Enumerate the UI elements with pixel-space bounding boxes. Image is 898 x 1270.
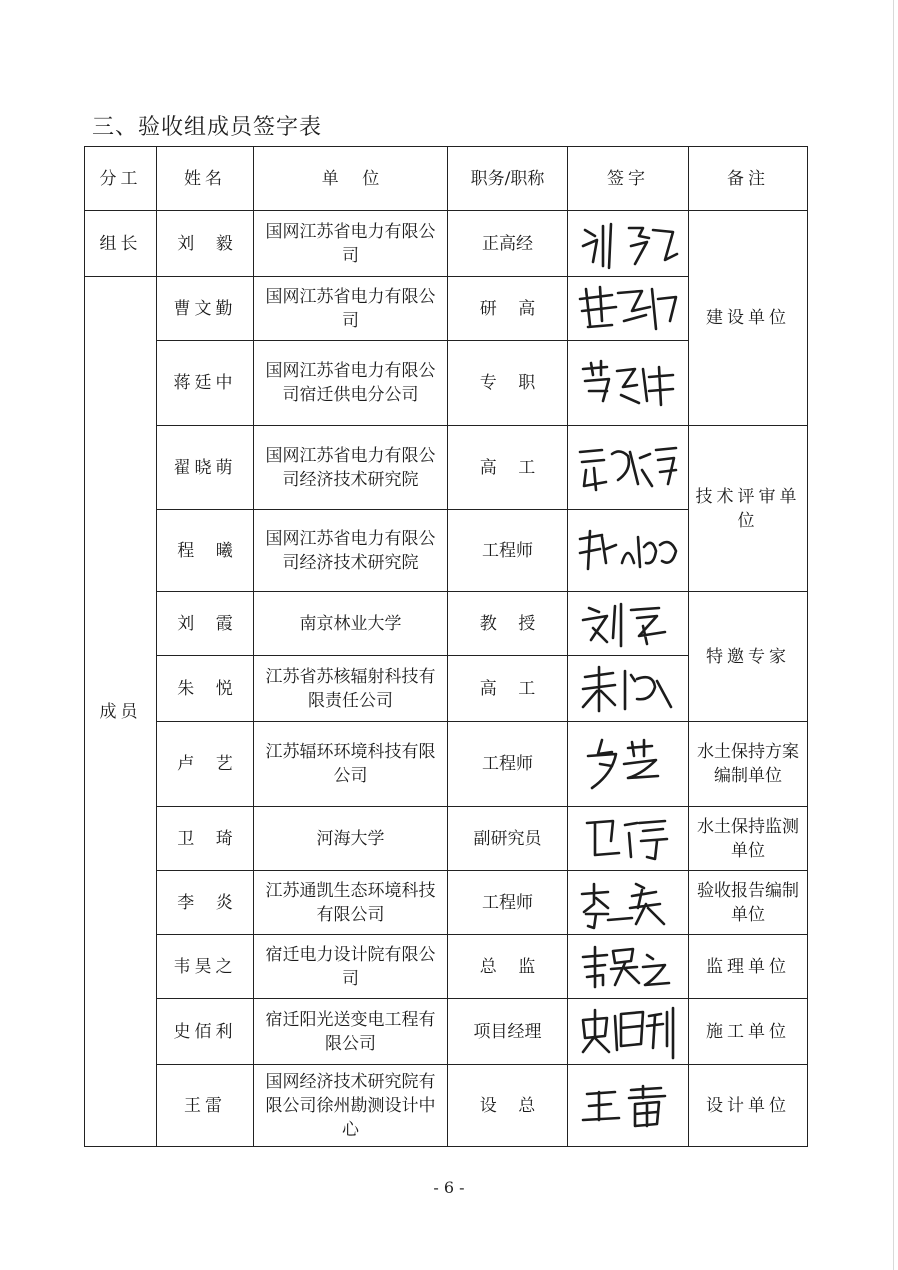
table-row	[85, 935, 808, 999]
header-remark: 备注	[689, 147, 808, 211]
member-name: 韦昊之	[157, 935, 254, 999]
member-title: 正高经	[448, 211, 568, 277]
member-name: 曹文勤	[157, 277, 254, 341]
member-name: 王雷	[157, 1065, 254, 1147]
remark-tech-review: 技术评审单位	[689, 426, 808, 592]
member-unit: 国网经济技术研究院有限公司徐州勘测设计中心	[254, 1065, 448, 1147]
signature-cell	[568, 722, 689, 807]
member-name: 程 曦	[157, 510, 254, 592]
signature-cell	[568, 426, 689, 510]
member-title: 副研究员	[448, 807, 568, 871]
remark-supervision: 监理单位	[689, 935, 808, 999]
table-row	[85, 592, 808, 656]
section-title: 三、验收组成员签字表	[92, 115, 323, 140]
header-signature: 签字	[568, 147, 689, 211]
member-name: 史佰利	[157, 999, 254, 1065]
handwritten-signature	[573, 1002, 683, 1062]
signature-cell	[568, 656, 689, 722]
remark-expert: 特邀专家	[689, 592, 808, 722]
member-name: 翟晓萌	[157, 426, 254, 510]
signature-table	[84, 146, 808, 1147]
handwritten-signature	[573, 661, 683, 717]
handwritten-signature	[572, 440, 684, 496]
signature-cell	[568, 807, 689, 871]
handwritten-signature	[573, 811, 683, 867]
signature-cell	[568, 510, 689, 592]
handwritten-signature	[573, 355, 683, 411]
remark-design: 设计单位	[689, 1065, 808, 1147]
member-name: 刘 毅	[157, 211, 254, 277]
remark-plan: 水土保持方案编制单位	[689, 722, 808, 807]
member-name: 李 炎	[157, 871, 254, 935]
member-name: 朱 悦	[157, 656, 254, 722]
signature-cell	[568, 341, 689, 426]
remark-construction-contractor: 施工单位	[689, 999, 808, 1065]
handwritten-signature	[573, 939, 683, 995]
page-edge	[893, 0, 894, 1270]
handwritten-signature	[573, 216, 683, 272]
table-row	[85, 211, 808, 277]
handwritten-signature	[572, 734, 684, 794]
header-title: 职务/职称	[448, 147, 568, 211]
member-unit: 江苏通凯生态环境科技有限公司	[254, 871, 448, 935]
signature-cell	[568, 211, 689, 277]
handwritten-signature	[573, 1078, 683, 1134]
member-title: 高 工	[448, 426, 568, 510]
member-name: 卫 琦	[157, 807, 254, 871]
member-name: 卢 艺	[157, 722, 254, 807]
header-unit: 单 位	[254, 147, 448, 211]
member-title: 工程师	[448, 871, 568, 935]
table-row	[85, 722, 808, 807]
member-unit: 南京林业大学	[254, 592, 448, 656]
member-title: 教 授	[448, 592, 568, 656]
group-member: 成员	[85, 277, 157, 1147]
member-unit: 国网江苏省电力有限公司经济技术研究院	[254, 426, 448, 510]
member-title: 项目经理	[448, 999, 568, 1065]
handwritten-signature	[572, 281, 684, 337]
member-unit: 江苏辐环环境科技有限公司	[254, 722, 448, 807]
member-name: 蒋廷中	[157, 341, 254, 426]
member-unit: 国网江苏省电力有限公司经济技术研究院	[254, 510, 448, 592]
table-row	[85, 1065, 808, 1147]
remark-report: 验收报告编制单位	[689, 871, 808, 935]
signature-cell	[568, 1065, 689, 1147]
member-title: 高 工	[448, 656, 568, 722]
member-title: 总 监	[448, 935, 568, 999]
page-number: - 6 -	[433, 1178, 465, 1197]
member-unit: 国网江苏省电力有限公司	[254, 277, 448, 341]
table-header-row	[85, 147, 808, 211]
signature-cell	[568, 277, 689, 341]
signature-cell	[568, 999, 689, 1065]
handwritten-signature	[572, 874, 684, 932]
header-name: 姓名	[157, 147, 254, 211]
table-row	[85, 426, 808, 510]
signature-cell	[568, 935, 689, 999]
header-division: 分工	[85, 147, 157, 211]
handwritten-signature	[573, 596, 683, 652]
remark-monitor: 水土保持监测单位	[689, 807, 808, 871]
remark-construction: 建设单位	[689, 211, 808, 426]
table-row	[85, 807, 808, 871]
handwritten-signature	[572, 523, 684, 579]
member-unit: 国网江苏省电力有限公司宿迁供电分公司	[254, 341, 448, 426]
member-unit: 宿迁电力设计院有限公司	[254, 935, 448, 999]
table-row	[85, 999, 808, 1065]
group-leader: 组长	[85, 211, 157, 277]
member-title: 设 总	[448, 1065, 568, 1147]
signature-cell	[568, 592, 689, 656]
table-row	[85, 871, 808, 935]
member-unit: 河海大学	[254, 807, 448, 871]
member-title: 专 职	[448, 341, 568, 426]
member-title: 工程师	[448, 722, 568, 807]
member-unit: 国网江苏省电力有限公司	[254, 211, 448, 277]
member-title: 工程师	[448, 510, 568, 592]
member-unit: 江苏省苏核辐射科技有限责任公司	[254, 656, 448, 722]
member-unit: 宿迁阳光送变电工程有限公司	[254, 999, 448, 1065]
signature-cell	[568, 871, 689, 935]
member-name: 刘 霞	[157, 592, 254, 656]
member-title: 研 高	[448, 277, 568, 341]
